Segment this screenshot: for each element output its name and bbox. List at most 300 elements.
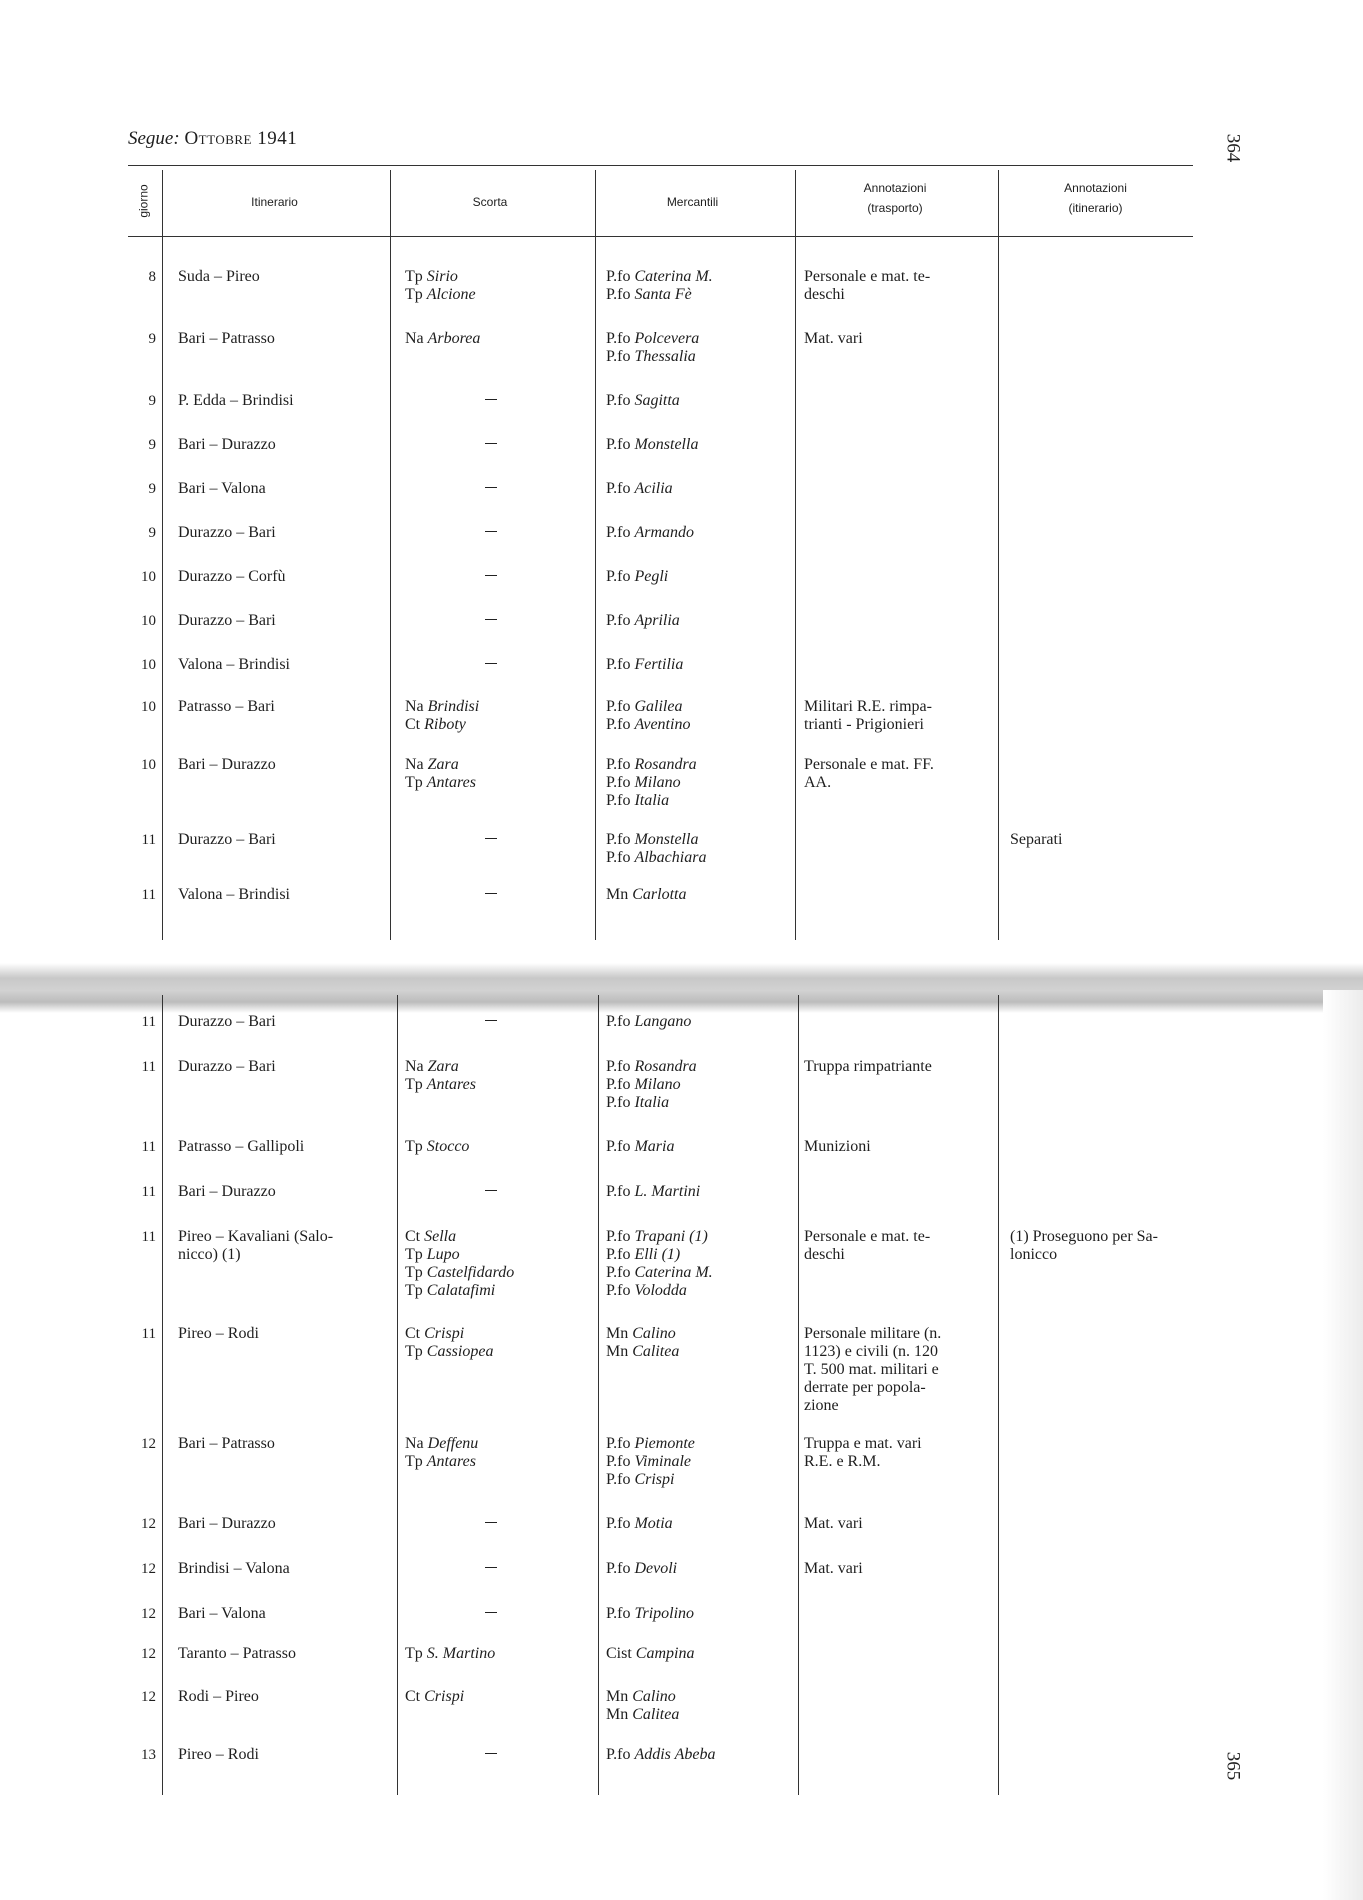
day-cell: 11 — [141, 832, 156, 848]
day-cell: 12 — [141, 1689, 156, 1705]
no-escort-dash — [485, 487, 497, 488]
annotation-transport-cell — [804, 1138, 996, 1156]
itinerary-line: Taranto – Patrasso — [178, 1645, 296, 1662]
annotation-line: Mat. vari — [804, 330, 863, 347]
escort-ship — [405, 330, 580, 348]
itinerary-cell — [178, 392, 388, 410]
itinerary-cell — [178, 1058, 388, 1076]
annotation-line: trianti - Prigionieri — [804, 716, 924, 733]
itinerary-line: Brindisi – Valona — [178, 1560, 290, 1577]
merchants-cell — [606, 1138, 791, 1156]
ship-type: P.fo — [606, 656, 631, 673]
itinerary-line: Pireo – Rodi — [178, 1746, 259, 1763]
merchants-cell — [606, 1183, 791, 1201]
ship-name: Sirio — [426, 268, 458, 285]
escort-ship — [405, 1058, 580, 1076]
ship-type: Na — [405, 1058, 424, 1075]
annotation-line: Personale e mat. te- — [804, 1228, 931, 1245]
ship-name: Thessalia — [634, 348, 696, 365]
escort-ship — [405, 1688, 580, 1706]
merchant-ship — [606, 524, 791, 542]
escort-cell — [405, 1746, 580, 1764]
ship-name: Crispi — [634, 1471, 675, 1488]
itinerary-cell — [178, 330, 388, 348]
merchants-cell — [606, 886, 791, 904]
annotation-transport-cell — [804, 1058, 996, 1076]
merchants-cell — [606, 1645, 791, 1663]
itinerary-line: Bari – Patrasso — [178, 330, 275, 347]
escort-cell — [405, 568, 580, 586]
merchants-cell — [606, 568, 791, 586]
day-cell: 9 — [148, 525, 156, 541]
itinerary-cell — [178, 698, 388, 716]
ship-name: L. Martini — [634, 1183, 701, 1200]
ship-type: P.fo — [606, 1560, 631, 1577]
escort-cell — [405, 756, 580, 792]
col-rule — [998, 995, 999, 1795]
ship-name: Calino — [632, 1325, 676, 1342]
ship-name: Antares — [426, 1453, 476, 1470]
escort-cell — [405, 524, 580, 542]
merchant-ship — [606, 612, 791, 630]
itinerary-line: Durazzo – Bari — [178, 524, 276, 541]
itinerary-cell — [178, 1435, 388, 1453]
escort-ship — [405, 1282, 580, 1300]
ship-type: P.fo — [606, 1246, 631, 1263]
escort-ship — [405, 756, 580, 774]
ship-name: Monstella — [634, 436, 699, 453]
ship-name: Santa Fè — [634, 286, 692, 303]
ship-type: Tp — [405, 1264, 423, 1281]
day-cell: 11 — [141, 887, 156, 903]
merchant-ship — [606, 1246, 791, 1264]
ship-name: Trapani (1) — [634, 1228, 708, 1245]
escort-ship — [405, 1228, 580, 1246]
escort-cell — [405, 480, 580, 498]
escort-ship — [405, 774, 580, 792]
ship-type: P.fo — [606, 698, 631, 715]
itinerary-cell — [178, 612, 388, 630]
ship-name: Zara — [427, 756, 459, 773]
no-escort-dash — [485, 893, 497, 894]
itinerary-cell — [178, 524, 388, 542]
day-cell: 11 — [141, 1229, 156, 1245]
scan-edge-shadow — [1323, 990, 1363, 1900]
escort-cell — [405, 392, 580, 410]
merchant-ship — [606, 568, 791, 586]
merchant-ship — [606, 1453, 791, 1471]
escort-ship — [405, 1343, 580, 1361]
itinerary-line: Patrasso – Bari — [178, 698, 275, 715]
ship-type: P.fo — [606, 849, 631, 866]
merchant-ship — [606, 716, 791, 734]
escort-ship — [405, 268, 580, 286]
itinerary-cell — [178, 1138, 388, 1156]
itinerary-line: Durazzo – Bari — [178, 1058, 276, 1075]
annotation-line: derrate per popola- — [804, 1379, 926, 1396]
itinerary-cell — [178, 268, 388, 286]
merchants-cell — [606, 1435, 791, 1489]
merchants-cell — [606, 524, 791, 542]
escort-cell — [405, 1515, 580, 1533]
itinerary-line: Bari – Valona — [178, 480, 266, 497]
ship-type: Tp — [405, 1282, 423, 1299]
ship-name: Fertilia — [634, 656, 684, 673]
ship-name: Aprilia — [634, 612, 680, 629]
merchant-ship — [606, 480, 791, 498]
merchants-cell — [606, 480, 791, 498]
merchant-ship — [606, 1264, 791, 1282]
itinerary-line: Durazzo – Bari — [178, 831, 276, 848]
ship-type: P.fo — [606, 1228, 631, 1245]
escort-cell — [405, 1605, 580, 1623]
merchant-ship — [606, 1560, 791, 1578]
annotation-transport-cell — [804, 268, 996, 304]
ship-type: P.fo — [606, 1264, 631, 1281]
ship-name: Armando — [634, 524, 695, 541]
ship-name: Calino — [632, 1688, 676, 1705]
itinerary-cell — [178, 1515, 388, 1533]
annotation-line: Truppa e mat. vari — [804, 1435, 922, 1452]
escort-cell — [405, 886, 580, 904]
itinerary-line: Bari – Durazzo — [178, 756, 276, 773]
annotation-line: Militari R.E. rimpa- — [804, 698, 932, 715]
merchant-ship — [606, 849, 791, 867]
col-rule — [998, 170, 999, 940]
ship-type: P.fo — [606, 1746, 631, 1763]
itinerary-line: P. Edda – Brindisi — [178, 392, 294, 409]
ship-name: Calitea — [632, 1343, 680, 1360]
ship-name: Rosandra — [634, 756, 697, 773]
escort-ship — [405, 1264, 580, 1282]
itinerary-cell — [178, 656, 388, 674]
header-annotazioni-trasporto-l1: Annotazioni — [863, 181, 927, 195]
ship-type: P.fo — [606, 612, 631, 629]
ship-name: Cassiopea — [426, 1343, 494, 1360]
merchants-cell — [606, 1605, 791, 1623]
merchant-ship — [606, 792, 791, 810]
ship-type: P.fo — [606, 1076, 631, 1093]
merchant-ship — [606, 330, 791, 348]
itinerary-cell — [178, 1746, 388, 1764]
merchant-ship — [606, 1076, 791, 1094]
escort-ship — [405, 1645, 580, 1663]
no-escort-dash — [485, 663, 497, 664]
header-bottom-rule — [128, 236, 1193, 237]
merchant-ship — [606, 831, 791, 849]
ship-type: P.fo — [606, 1515, 631, 1532]
escort-cell — [405, 1013, 580, 1031]
escort-cell — [405, 1183, 580, 1201]
ship-name: Stocco — [426, 1138, 470, 1155]
annotation-line: Munizioni — [804, 1138, 871, 1155]
merchants-cell — [606, 1688, 791, 1724]
itinerary-cell — [178, 831, 388, 849]
ship-type: Mn — [606, 1706, 629, 1723]
itinerary-line: Valona – Brindisi — [178, 656, 290, 673]
itinerary-cell — [178, 1325, 388, 1343]
annotation-line: R.E. e R.M. — [804, 1453, 881, 1470]
day-cell: 11 — [141, 1184, 156, 1200]
itinerary-line: Durazzo – Bari — [178, 612, 276, 629]
day-cell: 12 — [141, 1646, 156, 1662]
merchant-ship — [606, 1094, 791, 1112]
no-escort-dash — [485, 575, 497, 576]
itinerary-line: Bari – Patrasso — [178, 1435, 275, 1452]
escort-cell — [405, 698, 580, 734]
day-cell: 12 — [141, 1606, 156, 1622]
ship-name: Milano — [634, 1076, 681, 1093]
itinerary-line: Pireo – Rodi — [178, 1325, 259, 1342]
itinerary-cell — [178, 1560, 388, 1578]
ship-type: P.fo — [606, 774, 631, 791]
ship-type: P.fo — [606, 1435, 631, 1452]
page-header — [128, 128, 297, 150]
day-cell: 9 — [148, 393, 156, 409]
ship-type: P.fo — [606, 1282, 631, 1299]
itinerary-cell — [178, 1013, 388, 1031]
merchant-ship — [606, 1058, 791, 1076]
annotation-transport-cell — [804, 756, 996, 792]
no-escort-dash — [485, 1612, 497, 1613]
merchant-ship — [606, 698, 791, 716]
annotation-line: (1) Proseguono per Sa- — [1010, 1228, 1158, 1245]
itinerary-cell — [178, 436, 388, 454]
annotation-line: 1123) e civili (n. 120 — [804, 1343, 939, 1360]
merchants-cell — [606, 1560, 791, 1578]
col-rule — [595, 170, 596, 940]
escort-cell — [405, 831, 580, 849]
ship-type: Na — [405, 330, 424, 347]
merchants-cell — [606, 1058, 791, 1112]
annotation-line: zione — [804, 1397, 839, 1414]
itinerary-cell — [178, 480, 388, 498]
merchant-ship — [606, 1435, 791, 1453]
itinerary-line: Durazzo – Bari — [178, 1013, 276, 1030]
ship-type: P.fo — [606, 330, 631, 347]
annotation-line: Personale militare (n. — [804, 1325, 942, 1342]
escort-ship — [405, 716, 580, 734]
ship-type: P.fo — [606, 268, 631, 285]
ship-name: Calitea — [632, 1706, 680, 1723]
ship-type: P.fo — [606, 524, 631, 541]
merchant-ship — [606, 286, 791, 304]
col-rule — [397, 995, 398, 1795]
annotation-itinerary-cell — [1010, 1228, 1210, 1264]
day-cell: 9 — [148, 331, 156, 347]
merchant-ship — [606, 1343, 791, 1361]
escort-ship — [405, 1138, 580, 1156]
header-annotazioni-trasporto — [795, 178, 995, 218]
col-rule — [598, 995, 599, 1795]
ship-name: Langano — [634, 1013, 692, 1030]
escort-cell — [405, 330, 580, 348]
merchant-ship — [606, 1706, 791, 1724]
page-number-bottom: 365 — [1222, 1751, 1244, 1781]
annotation-line: Mat. vari — [804, 1560, 863, 1577]
itinerary-cell — [178, 1605, 388, 1623]
ship-type: Tp — [405, 774, 423, 791]
no-escort-dash — [485, 1753, 497, 1754]
ship-name: Rosandra — [634, 1058, 697, 1075]
merchants-cell — [606, 436, 791, 454]
ship-name: Lupo — [426, 1246, 460, 1263]
escort-ship — [405, 1325, 580, 1343]
ship-name: Castelfidardo — [426, 1264, 515, 1281]
ship-name: Antares — [426, 1076, 476, 1093]
ship-name: Albachiara — [634, 849, 707, 866]
ship-type: Na — [405, 756, 424, 773]
escort-ship — [405, 1435, 580, 1453]
no-escort-dash — [485, 399, 497, 400]
ship-type: P.fo — [606, 1058, 631, 1075]
ship-name: Crispi — [424, 1325, 465, 1342]
merchants-cell — [606, 612, 791, 630]
escort-ship — [405, 1453, 580, 1471]
escort-ship — [405, 1076, 580, 1094]
itinerary-cell — [178, 886, 388, 904]
ship-type: Tp — [405, 1246, 423, 1263]
header-top-rule — [128, 165, 1193, 166]
ship-type: P.fo — [606, 716, 631, 733]
ship-name: Galilea — [634, 698, 683, 715]
escort-cell — [405, 1435, 580, 1471]
itinerary-line: Bari – Durazzo — [178, 436, 276, 453]
ship-type: Na — [405, 698, 424, 715]
ship-type: Tp — [405, 1138, 423, 1155]
ship-name: Piemonte — [634, 1435, 695, 1452]
merchant-ship — [606, 1228, 791, 1246]
ship-name: Monstella — [634, 831, 699, 848]
annotation-line: Personale e mat. te- — [804, 268, 931, 285]
merchants-cell — [606, 1515, 791, 1533]
col-rule — [162, 995, 163, 1795]
day-cell: 9 — [148, 481, 156, 497]
day-cell: 11 — [141, 1059, 156, 1075]
merchants-cell — [606, 1228, 791, 1300]
itinerary-line: Suda – Pireo — [178, 268, 260, 285]
ship-type: Mn — [606, 1325, 629, 1342]
col-rule — [162, 170, 163, 940]
merchant-ship — [606, 1746, 791, 1764]
escort-cell — [405, 1560, 580, 1578]
day-cell: 10 — [141, 569, 156, 585]
header-giorno: giorno — [137, 184, 152, 218]
ship-type: P.fo — [606, 756, 631, 773]
ship-type: Tp — [405, 268, 423, 285]
header-annotazioni-itinerario — [998, 178, 1193, 218]
ship-name: Caterina M. — [634, 268, 713, 285]
no-escort-dash — [485, 1567, 497, 1568]
ship-name: Maria — [634, 1138, 675, 1155]
escort-ship — [405, 698, 580, 716]
escort-cell — [405, 612, 580, 630]
merchant-ship — [606, 1325, 791, 1343]
day-cell: 10 — [141, 699, 156, 715]
page-number-top: 364 — [1222, 133, 1244, 163]
annotation-line: Personale e mat. FF. — [804, 756, 934, 773]
merchant-ship — [606, 1645, 791, 1663]
ship-name: Tripolino — [634, 1605, 695, 1622]
annotation-line: Mat. vari — [804, 1515, 863, 1532]
ship-name: Alcione — [426, 286, 476, 303]
no-escort-dash — [485, 531, 497, 532]
ship-type: P.fo — [606, 436, 631, 453]
ship-name: Volodda — [634, 1282, 687, 1299]
escort-cell — [405, 436, 580, 454]
merchant-ship — [606, 268, 791, 286]
itinerary-line: Rodi – Pireo — [178, 1688, 259, 1705]
no-escort-dash — [485, 1522, 497, 1523]
escort-ship — [405, 1246, 580, 1264]
ship-type: P.fo — [606, 1605, 631, 1622]
header-annotazioni-itinerario-l2: (itinerario) — [1068, 201, 1123, 215]
itinerary-line: Pireo – Kavaliani (Salo- — [178, 1228, 334, 1245]
ship-name: Riboty — [424, 716, 466, 733]
itinerary-cell — [178, 568, 388, 586]
ship-type: P.fo — [606, 1094, 631, 1111]
header-giorno-cell — [128, 170, 160, 232]
ship-name: Antares — [426, 774, 476, 791]
ship-name: Carlotta — [632, 886, 687, 903]
ship-type: P.fo — [606, 1013, 631, 1030]
merchant-ship — [606, 1138, 791, 1156]
itinerary-cell — [178, 1183, 388, 1201]
ship-name: Crispi — [424, 1688, 465, 1705]
no-escort-dash — [485, 619, 497, 620]
merchant-ship — [606, 1605, 791, 1623]
ship-name: Arborea — [427, 330, 481, 347]
merchant-ship — [606, 436, 791, 454]
ship-name: Viminale — [634, 1453, 692, 1470]
itinerary-line: Bari – Durazzo — [178, 1183, 276, 1200]
merchants-cell — [606, 268, 791, 304]
ship-name: Sagitta — [634, 392, 680, 409]
ship-type: Mn — [606, 1343, 629, 1360]
ship-type: P.fo — [606, 831, 631, 848]
ship-type: P.fo — [606, 348, 631, 365]
annotation-transport-cell — [804, 1435, 996, 1471]
day-cell: 10 — [141, 613, 156, 629]
escort-cell — [405, 1325, 580, 1361]
col-rule — [798, 995, 799, 1795]
escort-cell — [405, 1138, 580, 1156]
ship-name: Polcevera — [634, 330, 700, 347]
no-escort-dash — [485, 1190, 497, 1191]
escort-ship — [405, 286, 580, 304]
annotation-line: Separati — [1010, 831, 1063, 848]
merchants-cell — [606, 698, 791, 734]
header-scorta: Scorta — [472, 195, 508, 209]
merchant-ship — [606, 1688, 791, 1706]
ship-type: Tp — [405, 286, 423, 303]
ship-name: Zara — [427, 1058, 459, 1075]
annotation-transport-cell — [804, 1560, 996, 1578]
day-cell: 13 — [141, 1747, 156, 1763]
ship-name: Aventino — [634, 716, 691, 733]
merchants-cell — [606, 330, 791, 366]
ship-name: Elli (1) — [634, 1246, 681, 1263]
day-cell: 12 — [141, 1436, 156, 1452]
itinerary-line: Durazzo – Corfù — [178, 568, 286, 585]
merchant-ship — [606, 392, 791, 410]
merchant-ship — [606, 1183, 791, 1201]
ship-name: Milano — [634, 774, 681, 791]
itinerary-line: Patrasso – Gallipoli — [178, 1138, 305, 1155]
annotation-itinerary-cell — [1010, 831, 1210, 849]
ship-type: Mn — [606, 886, 629, 903]
ship-type: P.fo — [606, 1453, 631, 1470]
